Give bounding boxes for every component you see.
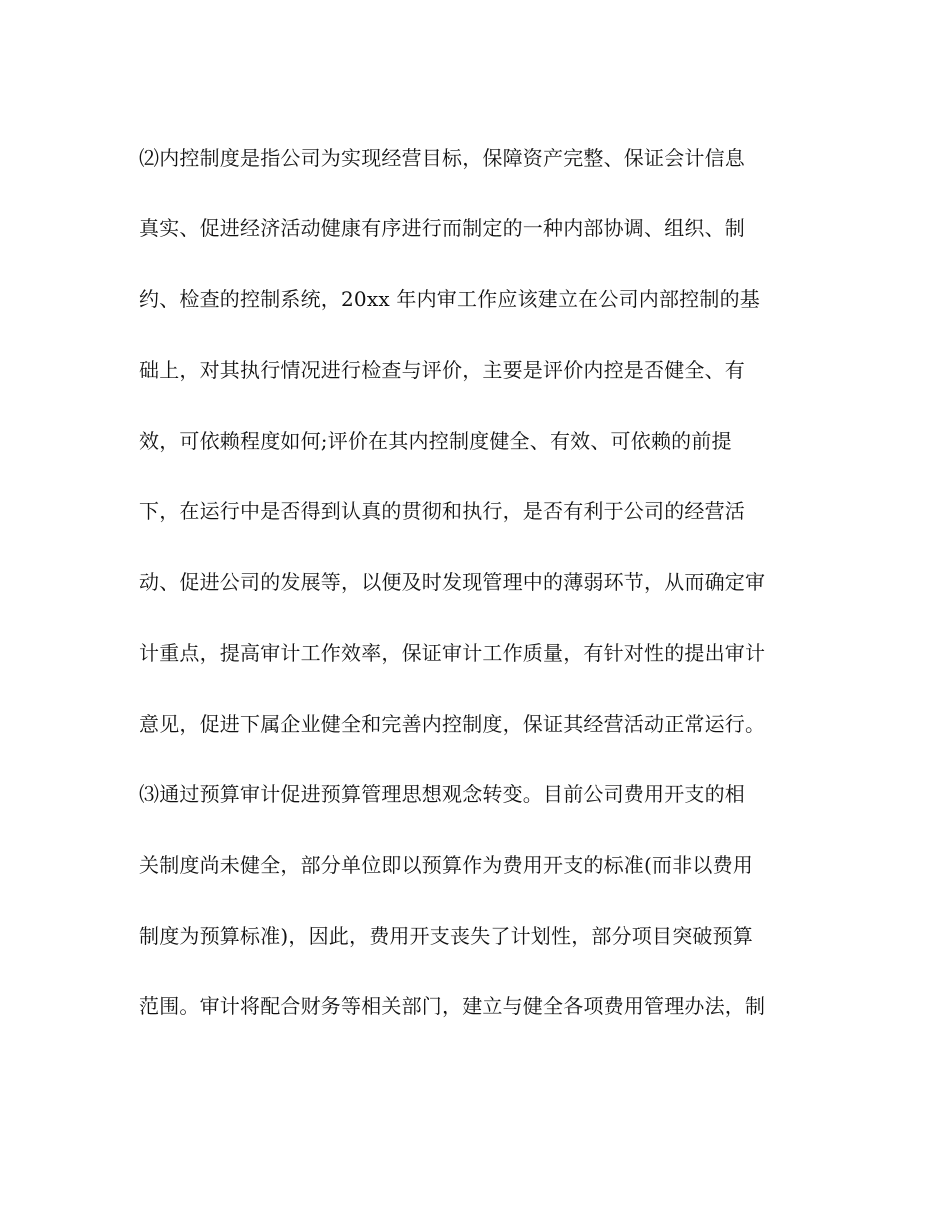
- paragraph-3-line-1: ⑶通过预算审计促进预算管理思想观念转变。目前公司费用开支的相: [139, 782, 745, 806]
- paragraph-2-line-6: 下，在运行中是否得到认真的贯彻和执行，是否有利于公司的经营活: [139, 499, 745, 523]
- paragraph-2-line-2: 真实、促进经济活动健康有序进行而制定的一种内部协调、组织、制: [139, 216, 745, 240]
- paragraph-3-line-4: 范围。审计将配合财务等相关部门，建立与健全各项费用管理办法，制: [139, 994, 766, 1018]
- paragraph-3-line-3: 制度为预算标准)，因此，费用开支丧失了计划性，部分项目突破预算: [139, 924, 754, 948]
- paragraph-2-line-7: 动、促进公司的发展等，以便及时发现管理中的薄弱环节，从而确定审: [139, 570, 766, 594]
- paragraph-2-line-3: 约、检查的控制系统，20xx 年内审工作应该建立在公司内部控制的基: [139, 287, 760, 311]
- paragraph-2-line-4: 础上，对其执行情况进行检查与评价，主要是评价内控是否健全、有: [139, 358, 745, 382]
- paragraph-2-line-5: 效，可依赖程度如何;评价在其内控制度健全、有效、可依赖的前提: [139, 429, 732, 453]
- paragraph-3-line-2: 关制度尚未健全，部分单位即以预算作为费用开支的标准(而非以费用: [139, 853, 754, 877]
- paragraph-2-line-8: 计重点，提高审计工作效率，保证审计工作质量，有针对性的提出审计: [139, 641, 766, 665]
- paragraph-2-line-9: 意见，促进下属企业健全和完善内控制度，保证其经营活动正常运行。: [139, 712, 766, 736]
- paragraph-2-line-1: ⑵内控制度是指公司为实现经营目标，保障资产完整、保证会计信息: [139, 146, 745, 170]
